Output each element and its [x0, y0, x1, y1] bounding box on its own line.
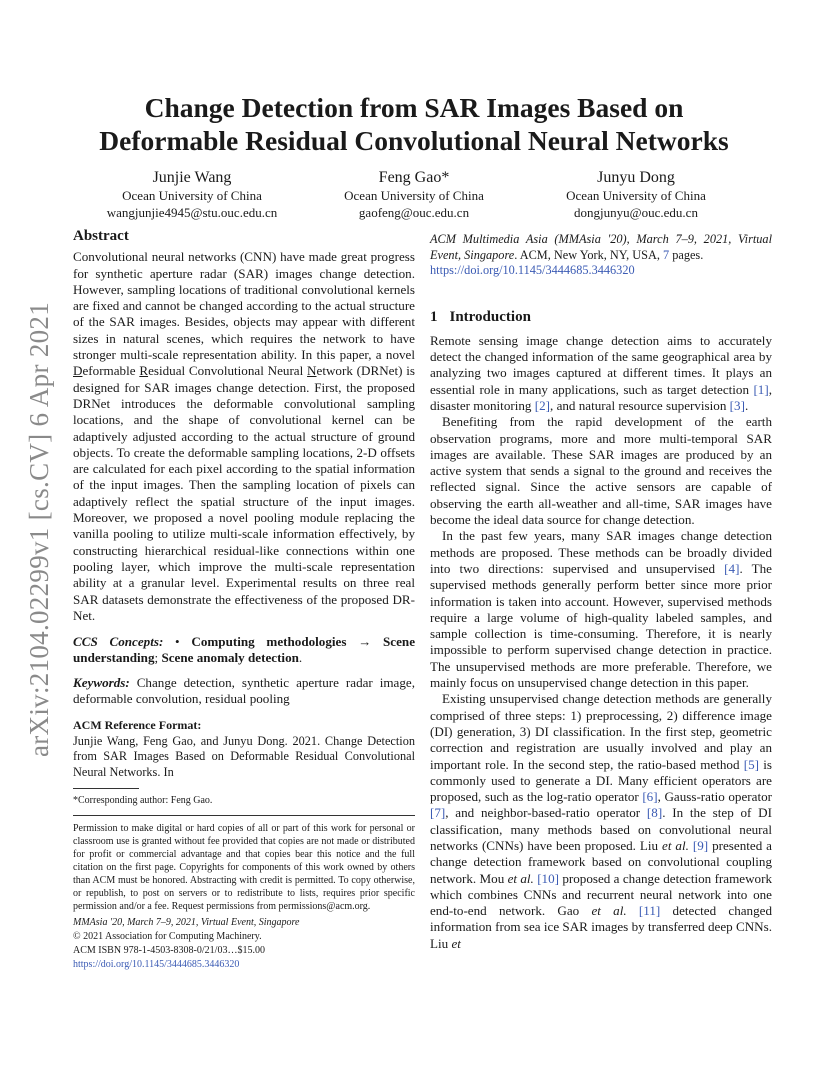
- conference-line: MMAsia '20, March 7–9, 2021, Virtual Event, Singapore: [73, 917, 300, 929]
- title-line-1: Change Detection from SAR Images Based on: [144, 92, 684, 123]
- author-name: Junyu Dong: [597, 169, 675, 186]
- abstract-heading: Abstract: [73, 228, 129, 244]
- keywords: Keywords: Change detection, synthetic aperture radar image, deformable convolution, residual pooling: [73, 674, 415, 707]
- ccs-concepts: CCS Concepts: • Computing methodologies → Scene understanding; Scene anomaly detection.: [73, 634, 415, 666]
- copyright-line: © 2021 Association for Computing Machinery.: [73, 931, 262, 943]
- citation-link[interactable]: [1]: [753, 381, 769, 397]
- author-block-2: [304, 169, 524, 221]
- doi-link[interactable]: https://doi.org/10.1145/3444685.3446320: [430, 263, 635, 277]
- citation-link[interactable]: [6]: [642, 789, 658, 805]
- intro-paragraph-3: In the past few years, many SAR images change detection methods are proposed. These methods can be broadly divided into two directions: supervised and unsupervised [4]. The supervised methods generally perform better since more prior information is taken into account. However, supervised methods require a large volume of high-quality labeled samples, and sample collection is time-consuming. Therefore, it is nearly impossible to perform supervised change detection in practice. The unsupervised methods are more preferable. Therefore, we mainly focus on unsupervised change detection in this paper.: [430, 528, 772, 691]
- permission-notice: Permission to make digital or hard copies of all or part of this work for personal or classroom use is granted without fee provided that copies are not made or distributed for profit or commercial advantage and that copies bear this notice and the full citation on the first page. Copyrights for components of this work owned by others than ACM must be honored. Abstracting with credit is permitted. To copy otherwise, or republish, to post on servers or to redistribute to lists, requires prior specific permission and/or a fee. Request permissions from permissions@acm.org.: [73, 823, 415, 913]
- citation-link[interactable]: [8]: [646, 805, 663, 821]
- acm-reference-continued: ACM Multimedia Asia (MMAsia '20), March 7–9, 2021, Virtual Event, Singapore. ACM, New York, NY, USA, 7 pages. https://doi.org/10.1145/3444685.3446320: [430, 232, 772, 277]
- author-affiliation: Ocean University of China: [344, 188, 484, 203]
- acm-reference-heading: ACM Reference Format:: [73, 718, 202, 733]
- citation-link[interactable]: [3]: [729, 397, 745, 413]
- permission-rule: [73, 815, 415, 816]
- intro-paragraph-2: Benefiting from the rapid development of the earth observation programs, more and more multi-temporal SAR images are available. These SAR images are produced by an active system that sends a signal to the ground and receives the reflected signal. Since the active sensors are capable of observing the earth all-weather and all-time, SAR images have become the ideal data source for change detection.: [430, 414, 772, 528]
- left-column: [73, 228, 415, 972]
- intro-paragraph-4: Existing unsupervised change detection methods are generally comprised of three steps: 1) preprocessing, 2) difference image (DI) generation, 3) DI classification. In the first step, geometric correction and registration are usually involved and play an important role. In the second step, the ratio-based method [5] is commonly used to generate a DI. Many efficient operators are proposed, such as the log-ratio operator [6], Gauss-ratio operator [7], and neighbor-based-ratio operator [8]. In the step of DI classification, many methods based on convolutional neural networks (CNNs) have been proposed. Liu et al. [9] presented a change detection framework based on convolutional coupling network. Mou et al. [10] proposed a change detection framework which combines CNNs and recurrent neural network into one end-to-end network. Gao et al. [11] detected changed information from sea ice SAR images by transferred deep CNNs. Liu et: [430, 691, 773, 951]
- author-email: wangjunjie4945@stu.ouc.edu.cn: [106, 205, 278, 220]
- citation-link[interactable]: [2]: [534, 397, 551, 413]
- author-email: dongjunyu@ouc.edu.cn: [574, 205, 698, 220]
- author-block-3: [526, 169, 746, 221]
- citation-link[interactable]: [11]: [638, 903, 661, 919]
- arxiv-stamp: [20, 294, 60, 764]
- citation-link[interactable]: [4]: [724, 560, 740, 576]
- right-column: [430, 232, 772, 952]
- citation-link[interactable]: [5]: [743, 756, 760, 772]
- introduction-heading: 1 Introduction: [430, 308, 531, 325]
- isbn-line: ACM ISBN 978-1-4503-8308-0/21/03…$15.00: [73, 945, 265, 957]
- arxiv-stamp-text: arXiv:2104.02299v1 [cs.CV] 6 Apr 2021: [24, 301, 55, 757]
- footnote-rule: [73, 788, 139, 789]
- paper-title: [60, 91, 768, 157]
- intro-paragraph-1: Remote sensing image change detection aims to accurately detect the changed information of the same geographical area by analyzing two images captured at different times. It plays an essential role in many applications, such as target detection [1], disaster monitoring [2], and natural resource supervision [3].: [430, 332, 772, 413]
- corresponding-author-footnote: *Corresponding author: Feng Gao.: [73, 795, 213, 807]
- doi-link-bottom[interactable]: https://doi.org/10.1145/3444685.3446320: [73, 959, 240, 971]
- title-line-2: Deformable Residual Convolutional Neural Networks: [99, 125, 729, 156]
- author-affiliation: Ocean University of China: [566, 188, 706, 203]
- author-name: Feng Gao*: [378, 169, 450, 186]
- author-block-1: [82, 169, 302, 221]
- author-affiliation: Ocean University of China: [122, 188, 262, 203]
- citation-link[interactable]: [10]: [537, 870, 560, 886]
- citation-link[interactable]: [7]: [430, 805, 446, 821]
- acm-reference-text: Junjie Wang, Feng Gao, and Junyu Dong. 2021. Change Detection from SAR Images Based on Deformable Residual Convolutional Neural Networks. In: [73, 733, 415, 779]
- citation-link[interactable]: [9]: [692, 838, 709, 853]
- author-name: Junjie Wang: [152, 169, 232, 186]
- author-email: gaofeng@ouc.edu.cn: [358, 205, 470, 220]
- abstract-text: Convolutional neural networks (CNN) have made great progress for synthetic aperture radar (SAR) images change detection. However, sampling locations of traditional convolutional kernels are fixed and cannot be changed according to the actual structure of the SAR images. Besides, objects may appear with different sizes in natural scenes, which requires the network to have stronger multi-scale representation ability. In this paper, a novel Deformable Residual Convolutional Neural Network (DRNet) is designed for SAR images change detection. First, the proposed DRNet introduces the deformable convolutional sampling locations, and the shape of convolutional kernel can be adaptively adjusted according to the actual structure of ground objects. To create the deformable sampling locations, 2-D offsets are calculated for each pixel according to the spatial information of the input images. Then the sampling location of pixels can adaptively reflect the spatial structure of the input images. Moreover, we proposed a novel pooling module replacing the vanilla pooling to utilize multi-scale information effectively, by constructing hierarchical residual-like connections within one pooling layer, which improve the multi-scale representation ability at a granular level. Experimental results on three real SAR datasets demonstrate the effectiveness of the proposed DR-Net.: [73, 249, 415, 623]
